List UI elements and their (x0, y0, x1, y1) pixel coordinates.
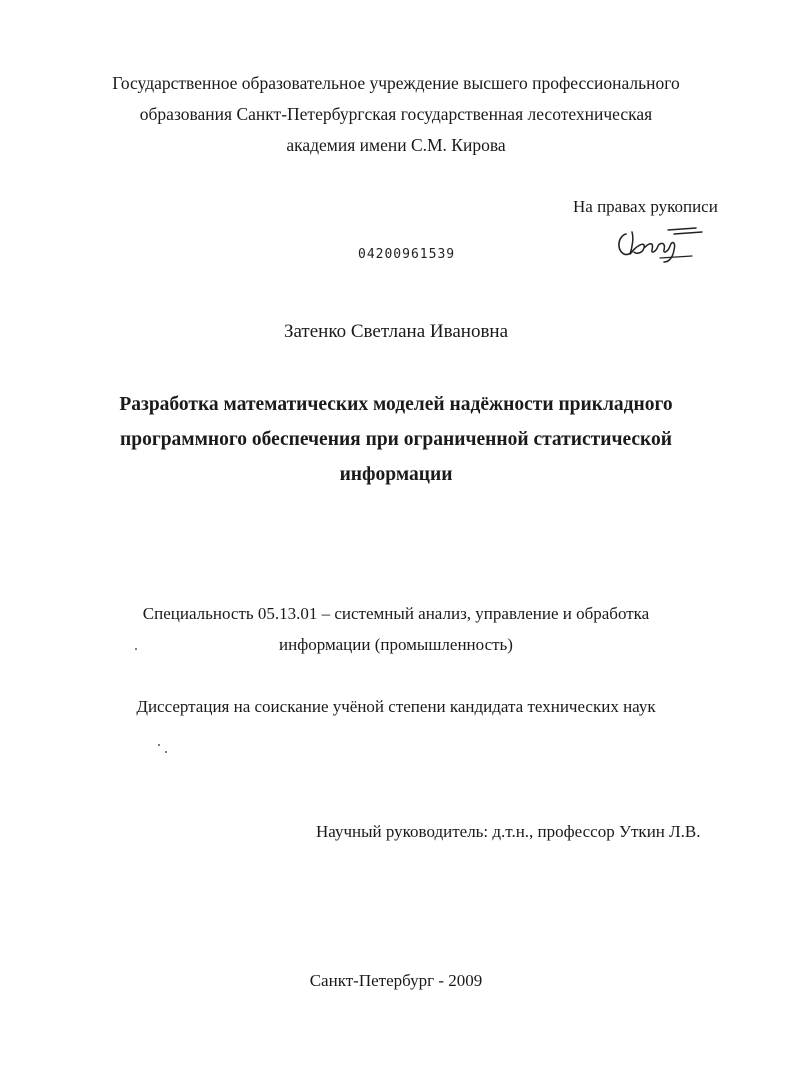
degree-statement: Диссертация на соискание учёной степени кандидата технических наук (136, 697, 656, 716)
supervisor: Научный руководитель: д.т.н., профессор Уткин Л.В. (316, 822, 701, 841)
signature-icon (612, 224, 704, 264)
scan-speck (158, 744, 160, 746)
title-line-3: информации (339, 464, 453, 485)
institution-line-3: академия имени С.М. Кирова (286, 135, 506, 155)
title-line-2: программного обеспечения при ограниченной статистической (120, 429, 672, 450)
specialty-line-1: Специальность 05.13.01 – системный анализ, управление и обработка (142, 604, 650, 623)
manuscript-note: На правах рукописи (573, 197, 718, 216)
document-code: 04200961539 (358, 247, 456, 262)
institution-line-1: Государственное образовательное учреждение высшего профессионального (112, 73, 680, 93)
specialty-line-2: информации (промышленность) (279, 635, 513, 654)
scan-speck (135, 648, 137, 650)
place-and-year: Санкт-Петербург - 2009 (309, 971, 483, 990)
author-name: Затенко Светлана Ивановна (283, 321, 509, 342)
institution-line-2: образования Санкт-Петербургская государственная лесотехническая (139, 104, 653, 124)
title-line-1: Разработка математических моделей надёжности прикладного (119, 394, 673, 415)
scan-speck (165, 751, 167, 753)
